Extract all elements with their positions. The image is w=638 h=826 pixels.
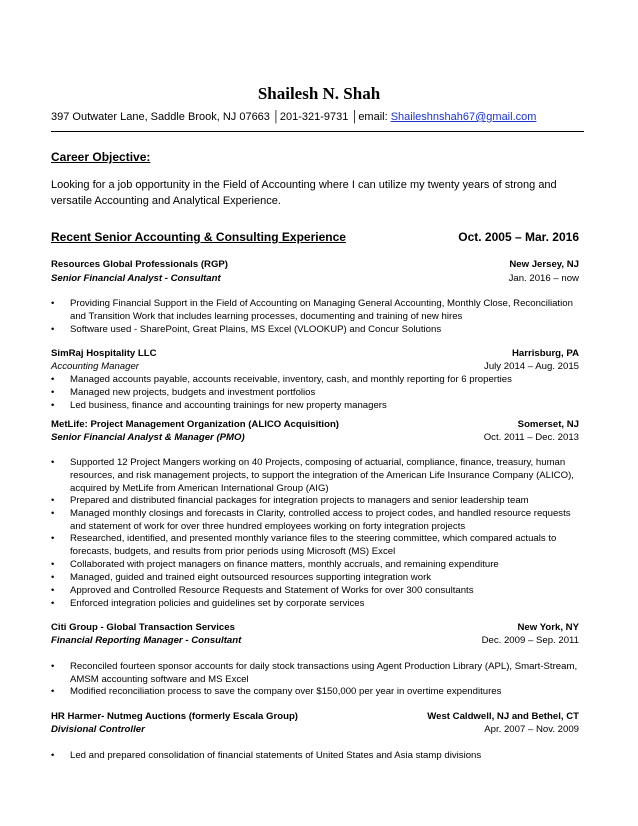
email-link[interactable]: Shaileshnshah67@gmail.com [390, 111, 537, 123]
experience-heading-title: Recent Senior Accounting & Consulting Experience [51, 230, 346, 244]
bullet-text: Managed, guided and trained eight outsourced resources supporting integration work [70, 572, 432, 583]
job-dates: July 2014 – Aug. 2015 [484, 361, 579, 372]
objective-heading: Career Objective: [51, 150, 151, 164]
phone: 201-321-9731 [279, 111, 349, 123]
bullet-text: Reconciled fourteen sponsor accounts for daily stock transactions using Agent Production Library (APL), Smart-Stream, AMSM accounting software and MS Excel [70, 661, 578, 685]
bullet-text: Prepared and distributed financial packages for integration projects to managers and senior leadership team [70, 495, 529, 506]
separator: │ [272, 111, 280, 123]
header-divider [51, 131, 584, 132]
bullet-icon: • [51, 661, 55, 672]
bullet-text: Supported 12 Project Mangers working on 40 Projects, composing of actuarial, compliance, finance, treasury, human resources, and risk management projects, to support the integration of the American Life Insurance Company (ALICO), acquired by MetLife from American International Group (AIG) [70, 457, 574, 494]
bullet-text: Collaborated with project managers on finance matters, monthly accruals, and remaining expenditure [70, 559, 499, 570]
job-company: HR Harmer- Nutmeg Auctions (formerly Escala Group) [51, 711, 298, 722]
candidate-name: Shailesh N. Shah [257, 84, 381, 103]
bullet-icon: • [51, 324, 55, 335]
bullet-icon: • [51, 495, 55, 506]
job-dates: Dec. 2009 – Sep. 2011 [481, 635, 579, 646]
bullet-icon: • [51, 585, 55, 596]
job-location: Somerset, NJ [517, 419, 579, 430]
job-title: Senior Financial Analyst & Manager (PMO) [51, 432, 245, 443]
job-title: Senior Financial Analyst - Consultant [51, 273, 221, 284]
job-dates: Apr. 2007 – Nov. 2009 [484, 724, 579, 735]
email-label: email: [358, 111, 391, 123]
bullet-icon: • [51, 572, 55, 583]
job-location: West Caldwell, NJ and Bethel, CT [427, 711, 579, 722]
bullet-icon: • [51, 559, 55, 570]
job-company: Resources Global Professionals (RGP) [51, 259, 229, 270]
bullet-text: Led business, finance and accounting trainings for new property managers [70, 400, 387, 411]
job-header [51, 622, 579, 635]
bullet-icon: • [51, 374, 55, 385]
job-title: Financial Reporting Manager - Consultant [51, 635, 242, 646]
bullet-icon: • [51, 298, 55, 309]
objective-text: Looking for a job opportunity in the Field of Accounting where I can utilize my twenty years of strong and versatile Accounting and Analytical Experience. [51, 179, 557, 207]
bullet-text: Modified reconciliation process to save the company over $150,000 per year in overtime expenditures [70, 686, 502, 697]
job-subheader [51, 273, 579, 286]
job-location: New York, NY [517, 622, 579, 633]
job-subheader [51, 432, 579, 445]
bullet-text: Led and prepared consolidation of financial statements of United States and Asia stamp divisions [70, 750, 482, 761]
job-dates: Jan. 2016 – now [508, 273, 579, 284]
experience-heading [51, 230, 579, 244]
job-dates: Oct. 2011 – Dec. 2013 [483, 432, 579, 443]
job-title: Divisional Controller [51, 724, 145, 735]
bullet-text: Managed new projects, budgets and investment portfolios [70, 387, 316, 398]
bullet-icon: • [51, 750, 55, 761]
address: 397 Outwater Lane, Saddle Brook, NJ 07663 [51, 111, 270, 123]
bullet-text: Approved and Controlled Resource Requests and Statement of Works for over 300 consultants [70, 585, 474, 596]
job-title: Accounting Manager [51, 361, 139, 372]
job-company: Citi Group - Global Transaction Services [51, 622, 235, 633]
bullet-icon: • [51, 533, 55, 544]
contact-line [51, 111, 536, 123]
bullet-icon: • [51, 400, 55, 411]
job-header [51, 259, 579, 272]
separator: │ [351, 111, 359, 123]
job-header [51, 419, 579, 432]
experience-heading-dates: Oct. 2005 – Mar. 2016 [458, 230, 579, 244]
bullet-text: Enforced integration policies and guidelines set by corporate services [70, 598, 365, 609]
job-location: Harrisburg, PA [512, 348, 579, 359]
bullet-text: Researched, identified, and presented monthly variance files to the steering committee, which compared actuals to forecasts, budgets, and results from prior periods using Microsoft (MS) Excel [70, 533, 557, 557]
bullet-icon: • [51, 598, 55, 609]
job-header [51, 711, 579, 724]
bullet-text: Providing Financial Support in the Field of Accounting on Managing General Accounting, Monthly Close, Reconciliation and Transition Work that includes learning processes, documenting and training of new hires [70, 298, 573, 322]
job-location: New Jersey, NJ [509, 259, 579, 270]
bullet-icon: • [51, 457, 55, 468]
bullet-text: Software used - SharePoint, Great Plains, MS Excel (VLOOKUP) and Concur Solutions [70, 324, 442, 335]
bullet-icon: • [51, 387, 55, 398]
job-company: MetLife: Project Management Organization (ALICO Acquisition) [51, 419, 340, 430]
bullet-text: Managed monthly closings and forecasts in Clarity, controlled access to project codes, and handled resource requests and statement of work for over three hundred employees working on forty integration projects [70, 508, 571, 532]
job-subheader [51, 724, 579, 737]
job-company: SimRaj Hospitality LLC [51, 348, 157, 359]
job-header [51, 348, 579, 361]
bullet-icon: • [51, 508, 55, 519]
bullet-text: Managed accounts payable, accounts receivable, inventory, cash, and monthly reporting for 6 properties [70, 374, 512, 385]
job-subheader [51, 635, 579, 648]
bullet-icon: • [51, 686, 55, 697]
